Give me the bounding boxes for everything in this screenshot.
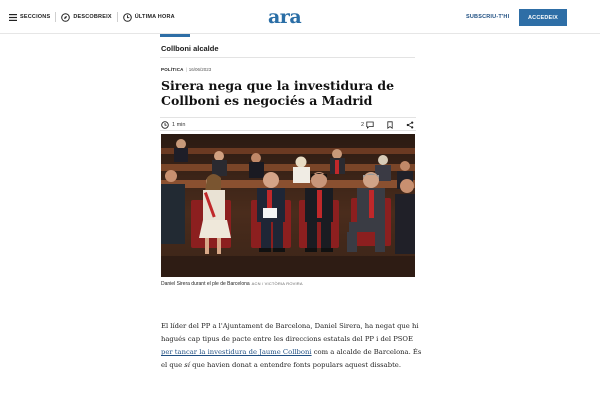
article-toolbar <box>160 117 416 131</box>
comment-icon <box>366 121 374 129</box>
comment-count: 2 <box>360 122 364 128</box>
comments-button[interactable] <box>361 121 374 129</box>
photo-credit: ACN / VICTÒRIA ROVIRA <box>251 281 303 286</box>
nav-latest-news-label: ÚLTIMA HORA <box>134 14 175 20</box>
login-button[interactable]: ACCEDEIX <box>519 9 567 26</box>
body-text-part2: com a alcalde de Barcelona. És el que <box>161 348 422 369</box>
toolbar-actions <box>349 121 414 129</box>
site-header <box>0 0 600 34</box>
photo-caption-text: Daniel Sirera durant el ple de Barcelona <box>161 281 250 287</box>
nav-latest-news-button[interactable] <box>123 12 180 22</box>
read-time-label: 1 min <box>172 122 186 128</box>
nav-discover-button[interactable] <box>61 12 117 22</box>
body-text-part3: que havien donat a entendre fonts populars aquest dissabte. <box>189 361 401 369</box>
article-headline: Sirera nega que la investidura de Collboni es negociés a Madrid <box>161 78 395 108</box>
article-meta <box>161 67 211 72</box>
article-photo <box>161 134 415 277</box>
investiture-link[interactable]: per tancar la investidura de Jaume Collboni <box>161 348 312 356</box>
council-session-photo <box>161 134 415 277</box>
header-nav <box>8 12 185 22</box>
section-title[interactable]: Collboni alcalde <box>161 44 219 53</box>
section-accent-bar <box>160 34 190 37</box>
read-time <box>161 121 185 129</box>
body-text-emphasis: sí <box>184 361 190 369</box>
clock-icon <box>161 121 169 129</box>
meta-separator: | <box>185 67 187 72</box>
subscribe-link[interactable]: SUBSCRIU-T'HI <box>466 14 510 20</box>
body-text-part1: El líder del PP a l'Ajuntament de Barcelona, Daniel Sirera, ha negat que hi hagués cap tipus de pacte entre les direccions estatals del PP i del PSOE <box>161 322 419 343</box>
article-date: 16/06/2023 <box>188 67 212 72</box>
site-logo[interactable]: ara <box>268 6 302 28</box>
clock-icon <box>123 13 132 22</box>
bookmark-icon <box>386 121 394 129</box>
nav-discover-label: DESCOBREIX <box>73 14 112 20</box>
share-button[interactable] <box>406 121 414 129</box>
nav-sections-label: SECCIONS <box>20 14 51 20</box>
article-category[interactable]: POLÍTICA <box>161 67 184 72</box>
compass-icon <box>61 13 70 22</box>
bookmark-button[interactable] <box>386 121 394 129</box>
photo-caption <box>161 281 303 287</box>
hamburger-menu-icon <box>8 13 17 22</box>
nav-sections-button[interactable] <box>8 12 56 22</box>
share-icon <box>406 121 414 129</box>
divider <box>160 57 415 58</box>
article-body-paragraph <box>161 320 423 372</box>
